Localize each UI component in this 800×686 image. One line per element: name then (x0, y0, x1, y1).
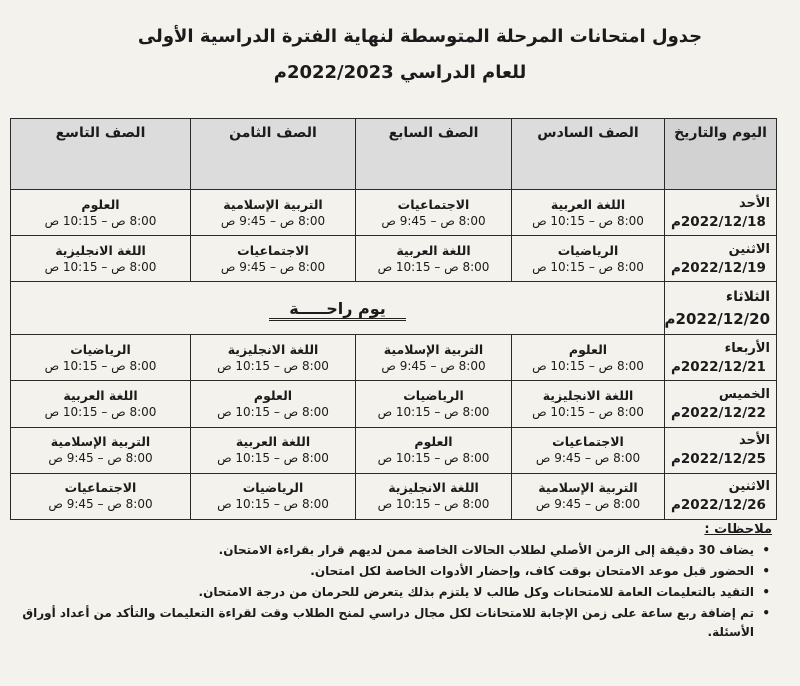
day-cell (665, 190, 777, 236)
exam-cell (191, 236, 356, 282)
exam-cell (512, 190, 665, 236)
exam-cell (191, 473, 356, 519)
subject: اللغة العربية (550, 196, 626, 212)
time: 8:00 ص – 9:45 ص (48, 497, 153, 512)
exam-cell (11, 473, 191, 519)
exam-cell (356, 236, 512, 282)
subject: التربية الإسلامية (383, 341, 484, 357)
table-row (11, 335, 777, 381)
exam-cell (356, 473, 512, 519)
subject: العلوم (568, 341, 608, 357)
exam-cell (191, 190, 356, 236)
rest-day-label: يوم راحـــــة (269, 299, 406, 321)
subject: اللغة الانجليزية (542, 387, 634, 403)
note-item: • يضاف 30 دقيقة إلى الزمن الأصلي لطلاب الحالات الخاصة ممن لديهم قرار بقراءة الامتحان. (22, 541, 754, 560)
time: 8:00 ص – 10:15 ص (44, 404, 157, 419)
subject: الرياضيات (70, 341, 131, 357)
schedule-title: جدول امتحانات المرحلة المتوسطة لنهاية الفترة الدراسية الأولى (137, 26, 703, 47)
day-cell (665, 473, 777, 519)
exam-cell (356, 335, 512, 381)
time: 8:00 ص – 10:15 ص (377, 404, 490, 419)
time: 8:00 ص – 10:15 ص (217, 497, 329, 512)
day-date: 2022/12/21م (671, 358, 766, 375)
day-name: الثلاثاء (725, 289, 770, 306)
subject: الاجتماعيات (397, 196, 470, 212)
subject: التربية الإسلامية (223, 196, 323, 212)
day-date: 2022/12/19م (671, 259, 766, 276)
exam-cell (512, 427, 665, 473)
header-grade-7: الصف السابع (356, 119, 512, 190)
time: 8:00 ص – 10:15 ص (377, 451, 490, 466)
note-item: • الحضور قبل موعد الامتحان بوقت كاف، وإحضار الأدوات الخاصة لكل امتحان. (22, 562, 754, 581)
notes-list (22, 541, 772, 642)
time: 8:00 ص – 9:45 ص (220, 259, 326, 274)
time: 8:00 ص – 10:15 ص (44, 358, 157, 373)
table-row (11, 427, 777, 473)
day-name: الاثنين (728, 241, 770, 257)
rest-day-row (11, 282, 777, 335)
exam-cell (356, 190, 512, 236)
note-item: • تم إضافة ربع ساعة على زمن الإجابة للامتحانات لكل مجال دراسي لمنح الطلاب وقت لقراءة التعليمات والتأكد من أعداد أوراق الأسئلة. (22, 604, 754, 642)
note-item: • التقيد بالتعليمات العامة للامتحانات وكل طالب لا يلتزم بذلك يتعرض للحرمان من درجة الامتحان. (22, 583, 754, 602)
rest-day-cell (11, 282, 665, 335)
time: 8:00 ص – 10:15 ص (44, 259, 157, 274)
header-grade-8: الصف الثامن (191, 119, 356, 190)
exam-cell (11, 381, 191, 427)
header-grade-6: الصف السادس (512, 119, 665, 190)
header-day-date: اليوم والتاريخ (665, 119, 777, 190)
day-date: 2022/12/22م (671, 404, 766, 421)
header-grade-9: الصف التاسع (11, 119, 191, 190)
exam-cell (191, 335, 356, 381)
subject: الرياضيات (242, 480, 304, 496)
table-row (11, 473, 777, 519)
exam-cell (356, 381, 512, 427)
day-name: الأحد (738, 195, 770, 211)
exam-cell (512, 236, 665, 282)
time: 8:00 ص – 9:45 ص (381, 213, 486, 228)
subject: اللغة العربية (235, 434, 311, 450)
exam-cell (512, 335, 665, 381)
day-date: 2022/12/20م (664, 310, 770, 329)
subject: الاجتماعيات (237, 242, 309, 258)
notes-section (22, 522, 772, 644)
time: 8:00 ص – 9:45 ص (535, 451, 641, 466)
subject: اللغة الانجليزية (227, 341, 319, 357)
time: 8:00 ص – 9:45 ص (381, 358, 486, 373)
subject: اللغة العربية (396, 242, 471, 258)
exam-cell (191, 381, 356, 427)
time: 8:00 ص – 10:15 ص (44, 213, 157, 228)
subject: الرياضيات (403, 387, 464, 403)
day-name: الأحد (738, 433, 770, 449)
exam-cell (11, 236, 191, 282)
exam-cell (11, 190, 191, 236)
subject: العلوم (414, 434, 453, 450)
exam-cell (512, 381, 665, 427)
day-name: الخميس (718, 386, 770, 402)
exam-cell (11, 427, 191, 473)
notes-title: ملاحظات : (704, 522, 772, 537)
table-row (11, 381, 777, 427)
exam-cell (356, 427, 512, 473)
exam-cell (191, 427, 356, 473)
exam-cell (512, 473, 665, 519)
subject: التربية الإسلامية (538, 480, 638, 496)
time: 8:00 ص – 10:15 ص (217, 358, 329, 373)
subject: العلوم (253, 387, 293, 403)
subject: اللغة الانجليزية (388, 480, 479, 496)
time: 8:00 ص – 9:45 ص (48, 451, 153, 466)
time: 8:00 ص – 10:15 ص (217, 404, 329, 419)
time: 8:00 ص – 10:15 ص (377, 259, 490, 274)
subject: الاجتماعيات (64, 480, 137, 496)
table-row (11, 236, 777, 282)
day-cell (665, 282, 777, 335)
day-cell (665, 427, 777, 473)
day-cell (665, 335, 777, 381)
table-row (11, 190, 777, 236)
day-cell (665, 236, 777, 282)
exam-cell (11, 335, 191, 381)
exam-schedule-table (10, 118, 777, 520)
time: 8:00 ص – 10:15 ص (532, 358, 644, 373)
subject: الاجتماعيات (552, 434, 624, 450)
subject: اللغة الانجليزية (55, 242, 146, 258)
day-date: 2022/12/26م (671, 497, 766, 514)
subject: الرياضيات (557, 242, 619, 258)
header-row (11, 119, 777, 190)
day-name: الاثنين (728, 479, 770, 495)
time: 8:00 ص – 9:45 ص (220, 213, 326, 228)
day-date: 2022/12/18م (671, 213, 766, 230)
day-name: الأربعاء (724, 340, 770, 356)
time: 8:00 ص – 10:15 ص (377, 497, 490, 512)
subject: التربية الإسلامية (50, 434, 151, 450)
time: 8:00 ص – 10:15 ص (532, 259, 644, 274)
time: 8:00 ص – 9:45 ص (535, 497, 641, 512)
schedule-year: للعام الدراسي 2022/2023م (273, 62, 527, 83)
time: 8:00 ص – 10:15 ص (532, 213, 644, 228)
time: 8:00 ص – 10:15 ص (532, 404, 644, 419)
day-cell (665, 381, 777, 427)
day-date: 2022/12/25م (671, 451, 766, 468)
time: 8:00 ص – 10:15 ص (217, 451, 329, 466)
subject: العلوم (81, 196, 120, 212)
subject: اللغة العربية (63, 387, 138, 403)
